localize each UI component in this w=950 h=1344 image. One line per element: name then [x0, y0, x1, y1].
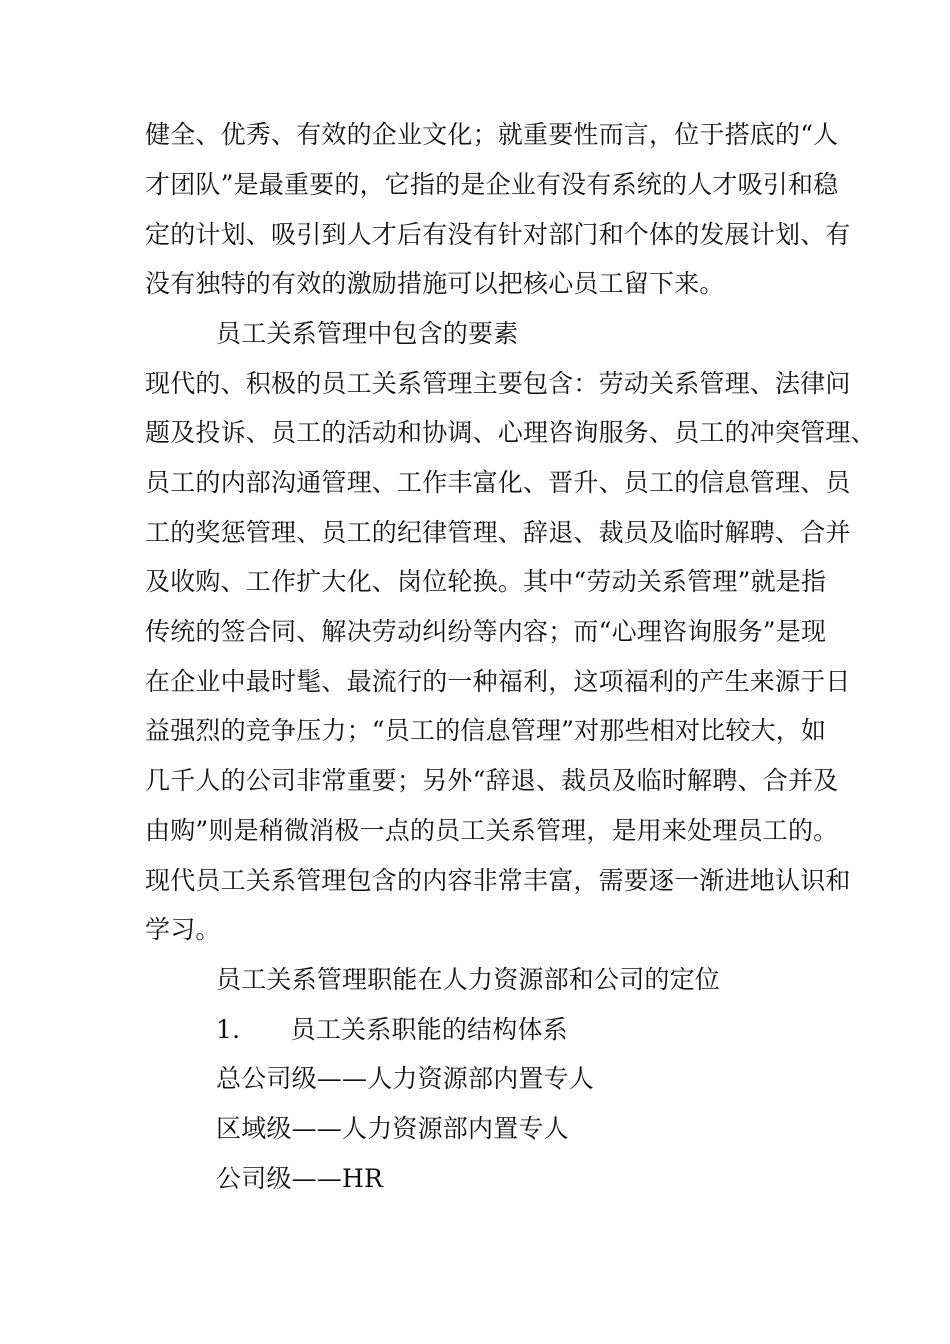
- paragraph-line: 及收购、工作扩大化、岗位轮换。其中“劳动关系管理”就是指: [145, 567, 827, 596]
- paragraph-line: 学习。: [145, 915, 221, 944]
- numbered-subheading: 1. 员工关系职能的结构体系: [216, 1015, 568, 1044]
- paragraph-line: 工的奖惩管理、员工的纪律管理、辞退、裁员及临时解聘、合并: [145, 518, 851, 547]
- paragraph-line: 定的计划、吸引到人才后有没有针对部门和个体的发展计划、有: [145, 220, 851, 249]
- section-heading: 员工关系管理职能在人力资源部和公司的定位: [216, 965, 721, 994]
- section-heading: 员工关系管理中包含的要素: [216, 319, 519, 348]
- paragraph-line: 现代的、积极的员工关系管理主要包含：劳动关系管理、法律问: [145, 369, 851, 398]
- structure-item: 公司级——HR: [216, 1164, 384, 1193]
- paragraph-line: 才团队”是最重要的，它指的是企业有没有系统的人才吸引和稳: [145, 170, 839, 199]
- paragraph-line: 传统的签合同、解决劳动纠纷等内容；而“心理咨询服务”是现: [145, 617, 827, 646]
- paragraph-line: 没有独特的有效的激励措施可以把核心员工留下来。: [145, 269, 725, 298]
- paragraph-line: 在企业中最时髦、最流行的一种福利，这项福利的产生来源于日: [145, 667, 851, 696]
- paragraph-line: 益强烈的竞争压力；“员工的信息管理”对那些相对比较大，如: [145, 716, 827, 745]
- paragraph-line: 几千人的公司非常重要；另外“辞退、裁员及临时解聘、合并及: [145, 766, 839, 795]
- structure-item: 区域级——人力资源部内置专人: [216, 1114, 569, 1143]
- paragraph-line: 由购”则是稍微消极一点的员工关系管理，是用来处理员工的。: [145, 816, 839, 845]
- paragraph-line: 员工的内部沟通管理、工作丰富化、晋升、员工的信息管理、员: [145, 468, 851, 497]
- structure-item: 总公司级——人力资源部内置专人: [216, 1064, 595, 1093]
- paragraph-line: 健全、优秀、有效的企业文化；就重要性而言，位于搭底的“人: [145, 120, 839, 149]
- paragraph-line: 现代员工关系管理包含的内容非常丰富，需要逐一渐进地认识和: [145, 866, 851, 895]
- paragraph-line: 题及投诉、员工的活动和协调、心理咨询服务、员工的冲突管理、: [145, 418, 876, 447]
